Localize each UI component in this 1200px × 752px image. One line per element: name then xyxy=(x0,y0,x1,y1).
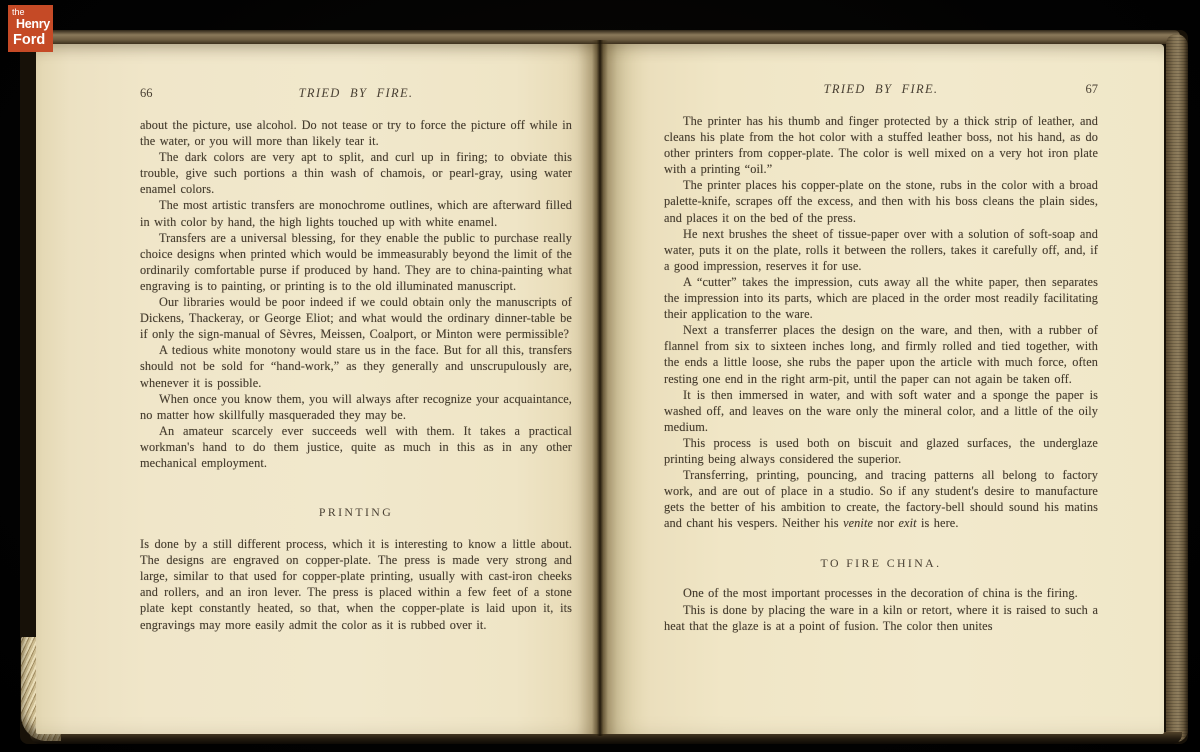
paragraph: Next a transferrer places the design on the ware, and then, with a rubber of flannel from six to sixteen inches long, and firmly rolled and tied together, with the ends a little loose, she rubs the paper upon the article with much force, often resting one end in the right arm-pit, until the paper can not again be taken off. xyxy=(664,323,1098,386)
paragraph: This process is used both on biscuit and glazed surfaces, the underglaze printing being always considered the superior. xyxy=(664,435,1098,466)
paragraph: The printer has his thumb and finger protected by a thick strip of leather, and cleans his plate from the hot color with a stuffed leather boss, not his hand, as do other printers from copper-plate. The color is well mixed on a very hot iron plate with a printing “oil.” xyxy=(664,114,1098,177)
right-page xyxy=(600,44,1164,734)
section-heading-printing: PRINTING xyxy=(318,505,394,520)
paragraph: A “cutter” takes the impression, cuts away all the white paper, then separates the impression into its parts, which are placed in the order most readily facilitating their application to the ware. xyxy=(664,274,1098,322)
right-page-header xyxy=(664,82,1098,97)
paragraph: about the picture, use alcohol. Do not tease or try to force the picture off while in the water, or you will more than likely tear it. xyxy=(140,118,572,149)
left-page-header xyxy=(140,86,572,101)
paragraph: This is done by placing the ware in a kiln or retort, where it is raised to such a heat that the glaze is at a point of fusion. The color then unites xyxy=(664,602,1098,633)
paragraph: Transfers are a universal blessing, for they enable the public to purchase really choice designs when printed which would be immeasurably beyond the limit of the ordinarily comfortable purse if produced by hand. They are to china-painting what engraving is to painting, or printing is to the old illuminated manuscript. xyxy=(140,230,572,293)
text-segment: is here. xyxy=(916,516,959,531)
henry-ford-logo xyxy=(8,5,53,52)
left-page xyxy=(36,44,600,734)
paragraph: When once you know them, you will always after recognize your acquaintance, no matter how skillfully masqueraded they may be. xyxy=(140,391,572,422)
paragraph: Our libraries would be poor indeed if we could obtain only the manuscripts of Dickens, Thackeray, or George Eliot; and what would the ordinary dinner-table be if only the sign-manual of Sèvres, Meissen, Coalport, or Minton were permissible? xyxy=(140,295,572,342)
running-title: TRIED BY FIRE. xyxy=(823,82,939,96)
italic-word-venite: venite xyxy=(843,516,874,531)
text-segment: Transferring, printing, pouncing, and tracing patterns all belong to factory work, and are out of place in a studio. So if any student's desire to manufacture gets the better of his ambition to create, the factory-bell should sound his matins and chant his vespers. Neither his xyxy=(664,468,1098,531)
open-book xyxy=(20,30,1188,744)
running-title: TRIED BY FIRE. xyxy=(298,86,414,100)
italic-word-exit: exit xyxy=(898,516,917,531)
book-cover-right-edge xyxy=(1166,34,1188,742)
paragraph-with-italics xyxy=(664,467,1098,531)
paragraph: The printer places his copper-plate on the stone, rubs in the color with a broad palette-knife, scrapes off the excess, and then with his boss cleans the plain sides, and places it on the bed of the press. xyxy=(664,178,1098,225)
paragraph: One of the most important processes in the decoration of china is the firing. xyxy=(683,586,1078,601)
paragraph: The most artistic transfers are monochrome outlines, which are afterward filled in with color by hand, the high lights touched up with white enamel. xyxy=(140,198,572,229)
paragraph: It is then immersed in water, and with soft water and a sponge the paper is washed off, and leaves on the ware only the mineral color, and a little of the oily medium. xyxy=(664,387,1098,434)
paragraph: An amateur scarcely ever succeeds well with them. It takes a practical workman's hand to do them justice, quite as much in this as in any other mechanical employment. xyxy=(140,423,572,470)
paragraph: He next brushes the sheet of tissue-paper over with a solution of soft-soap and water, puts it on the plate, rolls it between the rollers, takes it carefully off, and, if a good impression, reserves it for use. xyxy=(664,226,1098,273)
book-gutter xyxy=(592,40,608,736)
logo-text-ford: Ford xyxy=(13,31,46,48)
logo-text-henry: Henry xyxy=(16,17,50,31)
page-number: 67 xyxy=(1085,82,1098,96)
page-number: 66 xyxy=(140,86,153,100)
paragraph: A tedious white monotony would stare us in the face. But for all this, transfers should not be sold for “hand-work,” as they generally and unscrupulously are, whenever it is possible. xyxy=(140,343,572,390)
logo-text-the: the xyxy=(12,7,25,17)
paragraph: The dark colors are very apt to split, and curl up in firing; to obviate this trouble, give such portions a thin wash of chamois, or pearl-gray, using water enamel colors. xyxy=(140,150,572,197)
text-segment: nor xyxy=(873,516,899,531)
paragraph: Is done by a still different process, which it is interesting to know a little about. The designs are engraved on copper-plate. The press is made very strong and large, similar to that used for copper-plate printing, usually with cast-iron cheeks and rollers, and an iron lever. The press is placed within a few feet of a stone plate kept constantly heated, so that, when the copper-plate is laid upon it, its engravings may more easily admit the color as it is rubbed over it. xyxy=(140,537,572,632)
section-heading-to-fire-china: TO FIRE CHINA. xyxy=(820,556,942,571)
